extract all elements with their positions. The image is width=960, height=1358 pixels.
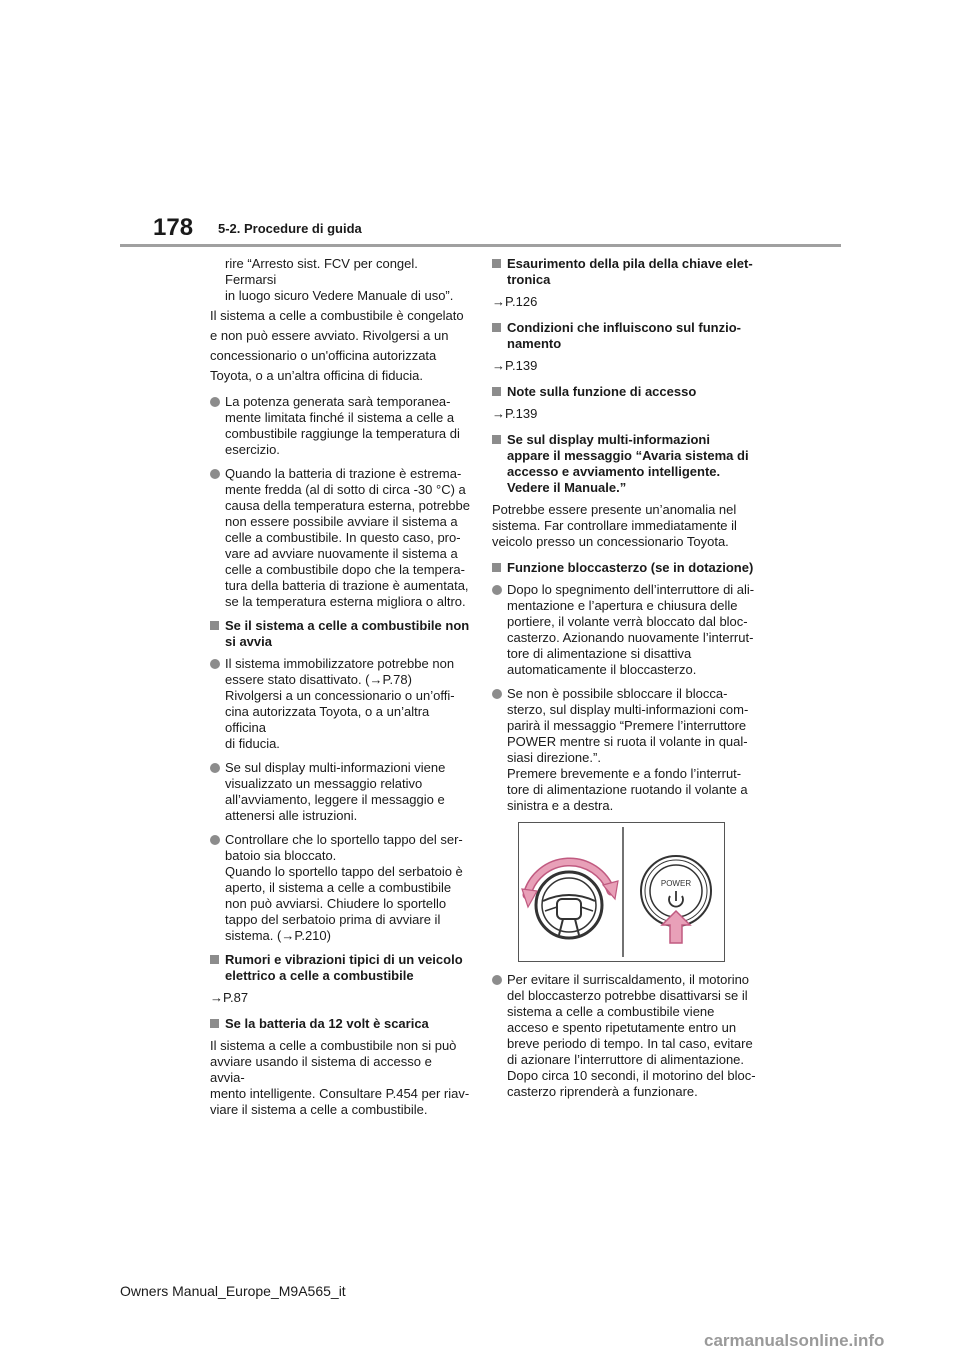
bullet-icon <box>492 585 502 595</box>
frozen-line-2: e non può essere avviato. Rivolgersi a un <box>210 328 449 343</box>
frozen-line-1: Il sistema a celle a combustibile è congelato <box>210 308 464 323</box>
section-heading: Note sulla funzione di accesso <box>492 384 757 400</box>
bullet-icon <box>210 397 220 407</box>
page-reference: →P.87 <box>210 990 249 1005</box>
list-item: Per evitare il surriscaldamento, il motorino del bloccasterzo potrebbe disattivarsi se il sistema a celle a combustibile viene acceso e spento ripetutamente entro un breve periodo di tempo. In tal caso, evitare di azionare l’interruttore di alimentazione. Dopo circa 10 secondi, il motorino del bloc- casterzo riprenderà a funzionare. <box>492 972 757 1100</box>
section-heading: Condizioni che influiscono sul funzio- namento <box>492 320 757 352</box>
bullet-icon <box>492 689 502 699</box>
header-rule <box>120 244 841 247</box>
list-item: Il sistema immobilizzatore potrebbe non essere stato disattivato. (→P.78) Rivolgersi a un concessionario o un’offi- cina autorizzata Toyota, o a un’altra officina di fiducia. <box>210 656 470 752</box>
bullet-icon <box>492 975 502 985</box>
page-reference: →P.126 <box>492 294 538 309</box>
anomaly-paragraph: Potrebbe essere presente un’anomalia nel sistema. Far controllare immediatamente il veicolo presso un concessionario Toyota. <box>492 502 737 549</box>
bullet-icon <box>210 763 220 773</box>
page-reference: →P.139 <box>492 358 538 373</box>
square-bullet-icon <box>492 323 501 332</box>
steering-lock-figure <box>518 822 725 962</box>
page-number: 178 <box>153 214 194 241</box>
right-column <box>492 256 757 1108</box>
section-heading: Funzione bloccasterzo (se in dotazione) <box>492 560 757 576</box>
bullet-icon <box>210 659 220 669</box>
section-heading: Se sul display multi-informazioni appare il messaggio “Avaria sistema di accesso e avviamento intelligente. Vedere il Manuale.” <box>492 432 757 496</box>
square-bullet-icon <box>492 563 501 572</box>
list-item: Quando la batteria di trazione è estrema- mente fredda (al di sotto di circa -30 °C) a causa della temperatura esterna, potrebbe non essere possibile avviare il sistema a celle a combustibile. In questo caso, pro- vare ad avviare nuovamente il sistema a celle a combustibile dopo che la tempera- tura della batteria di trazione è aumentata, se la temperatura esterna migliora o altro. <box>210 466 470 610</box>
square-bullet-icon <box>210 621 219 630</box>
square-bullet-icon <box>492 259 501 268</box>
section-heading: Se la batteria da 12 volt è scarica <box>210 1016 470 1032</box>
list-item: Controllare che lo sportello tappo del ser- batoio sia bloccato. Quando lo sportello tappo del serbatoio è aperto, il sistema a celle a combustibile non può avviarsi. Chiudere lo sportello tappo del serbatoio prima di avviare il sistema. (→P.210) <box>210 832 470 944</box>
page-reference: →P.139 <box>492 406 538 421</box>
battery-paragraph: Il sistema a celle a combustibile non si può avviare usando il sistema di accesso e avvia- mento intelligente. Consultare P.454 per riav- viare il sistema a celle a combustibile. <box>210 1038 470 1117</box>
frozen-line-4: Toyota, o a un’altra officina di fiducia. <box>210 368 423 383</box>
section-heading: Esaurimento della pila della chiave elet- tronica <box>492 256 757 288</box>
left-column <box>210 256 470 1122</box>
frozen-line-3: concessionario o un'officina autorizzata <box>210 348 437 363</box>
section-heading: Se il sistema a celle a combustibile non si avvia <box>210 618 470 650</box>
steering-wheel-power-illustration <box>519 823 724 961</box>
list-item: La potenza generata sarà temporanea- mente limitata finché il sistema a celle a combustibile raggiunge la temperatura di esercizio. <box>210 394 470 458</box>
power-label: POWER <box>660 879 692 888</box>
square-bullet-icon <box>492 435 501 444</box>
footer-manual-id: Owners Manual_Europe_M9A565_it <box>120 1283 346 1299</box>
watermark: carmanualsonline.info <box>704 1331 885 1350</box>
bullet-icon <box>210 835 220 845</box>
list-item: Se sul display multi-informazioni viene visualizzato un messaggio relativo all’avviamento, leggere il messaggio e attenersi alle istruzioni. <box>210 760 470 824</box>
list-item: Se non è possibile sbloccare il blocca- sterzo, sul display multi-informazioni com- parirà il messaggio “Premere l’interruttore POWER mentre si ruota il volante in qual- siasi direzione.”. Premere brevemente e a fondo l’interrut- tore di alimentazione ruotando il volante a sinistra e a destra. <box>492 686 757 814</box>
section-title: 5-2. Procedure di guida <box>218 221 362 236</box>
continuation-text: rire “Arresto sist. FCV per congel. Fermarsi in luogo sicuro Vedere Manuale di uso”. <box>225 256 454 303</box>
section-heading: Rumori e vibrazioni tipici di un veicolo elettrico a celle a combustibile <box>210 952 470 984</box>
square-bullet-icon <box>492 387 501 396</box>
steering-wheel-icon <box>536 872 602 938</box>
square-bullet-icon <box>210 1019 219 1028</box>
bullet-icon <box>210 469 220 479</box>
list-item: Dopo lo spegnimento dell’interruttore di ali- mentazione e l’apertura e chiusura delle portiere, il volante verrà bloccato dal bloc- casterzo. Azionando nuovamente l’interrut- tore di alimentazione si disattiva automaticamente il bloccasterzo. <box>492 582 757 678</box>
square-bullet-icon <box>210 955 219 964</box>
